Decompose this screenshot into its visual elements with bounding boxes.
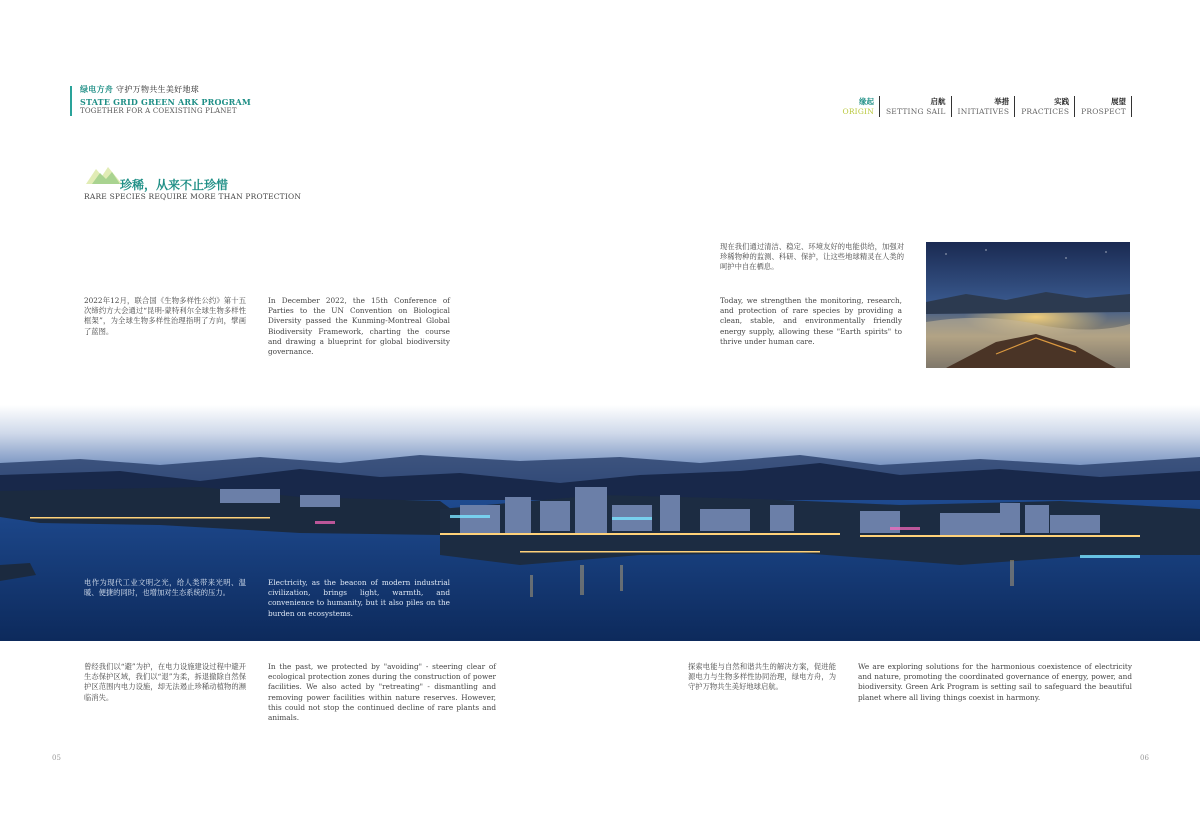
paragraph-en-electricity: Electricity, as the beacon of modern industrial civilization, brings light, warmth, and convenience to humanity, but it also piles on the burden on ecosystems. [268, 578, 450, 618]
nav-label-cn: 展望 [1111, 97, 1126, 106]
page-number-right: 06 [1140, 754, 1149, 762]
paragraph-en-today: Today, we strengthen the monitoring, research, and protection of rare species by providing a clean, stable, and environmentally friendly energy supply, allowing these "Earth spirits" to thrive under human care. [720, 296, 902, 346]
paragraph-cn-future: 探索电能与自然和谐共生的解决方案，促进能源电力与生物多样性协同治理，绿电方舟，为守护万物共生美好地球启航。 [688, 662, 836, 692]
paragraph-en-intro: In December 2022, the 15th Conference of Parties to the UN Convention on Biological Diversity passed the Kunming-Montreal Global Biodiversity Framework, charting the course and drawing a blueprint for global biodiversity governance. [268, 296, 450, 357]
paragraph-cn-electricity: 电作为现代工业文明之光，给人类带来光明、温暖、便捷的同时，也增加对生态系统的压力。 [84, 578, 246, 598]
nav-item-initiatives[interactable] [952, 96, 1016, 117]
section-title-cn: 珍稀，从来不止珍惜 [120, 178, 229, 192]
nav-item-prospect[interactable] [1075, 96, 1132, 117]
nav-label-en: PRACTICES [1021, 107, 1070, 116]
nav-item-setting-sail[interactable] [880, 96, 952, 117]
nav-item-practices[interactable] [1015, 96, 1075, 117]
mountain-icon [84, 163, 124, 185]
nav-label-cn: 启航 [930, 97, 946, 106]
nav-label-cn: 实践 [1054, 97, 1070, 106]
brand-title-en: STATE GRID GREEN ARK PROGRAM [80, 97, 251, 107]
paragraph-cn-today: 现在我们通过清洁、稳定、环境友好的电能供给，加强对珍稀物种的监测、科研、保护，让这些地球精灵在人类的呵护中自在栖息。 [720, 242, 904, 272]
brand-title-cn [80, 84, 199, 95]
paragraph-cn-past: 曾经我们以“避”为护，在电力设施建设过程中避开生态保护区域，我们以“退”为柔，拆退撤除自然保护区范围内电力设施，却无法遏止珍稀动植物的濒临消失。 [84, 662, 246, 702]
night-city-panorama [0, 405, 1200, 641]
nav-label-cn: 缘起 [858, 97, 874, 106]
nav-label-en: PROSPECT [1081, 107, 1126, 116]
chapter-nav [836, 96, 1132, 117]
night-sky-photo [926, 242, 1130, 368]
brand-subtitle-en: TOGETHER FOR A COEXISTING PLANET [80, 107, 237, 115]
brand-title-cn-rest: 守护万物共生美好地球 [116, 85, 200, 94]
section-title-en: RARE SPECIES REQUIRE MORE THAN PROTECTION [84, 192, 302, 201]
nav-label-en: ORIGIN [842, 107, 874, 116]
paragraph-en-future: We are exploring solutions for the harmonious coexistence of electricity and nature, promoting the coordinated governance of energy, power, and biodiversity. Green Ark Program is setting sail to safeguard the beautiful planet where all living things coexist in harmony. [858, 662, 1132, 702]
nav-label-cn: 举措 [994, 97, 1010, 106]
paragraph-en-past: In the past, we protected by "avoiding" - steering clear of ecological protection zones during the construction of power facilities. We also acted by "retreating" - dismantling and removing power facilities within nature reserves. However, this could not stop the continued decline of rare plants and animals. [268, 662, 496, 723]
nav-item-origin[interactable] [836, 96, 879, 117]
brand-title-cn-green: 绿电方舟 [80, 84, 114, 94]
paragraph-cn-intro: 2022年12月，联合国《生物多样性公约》第十五次缔约方大会通过“昆明-蒙特利尔全球生物多样性框架”，为全球生物多样性治理指明了方向，擘画了蓝图。 [84, 296, 246, 336]
page-number-left: 05 [52, 754, 61, 762]
brand-accent-bar [70, 86, 72, 116]
nav-label-en: SETTING SAIL [885, 107, 946, 116]
nav-label-en: INITIATIVES [957, 107, 1010, 116]
